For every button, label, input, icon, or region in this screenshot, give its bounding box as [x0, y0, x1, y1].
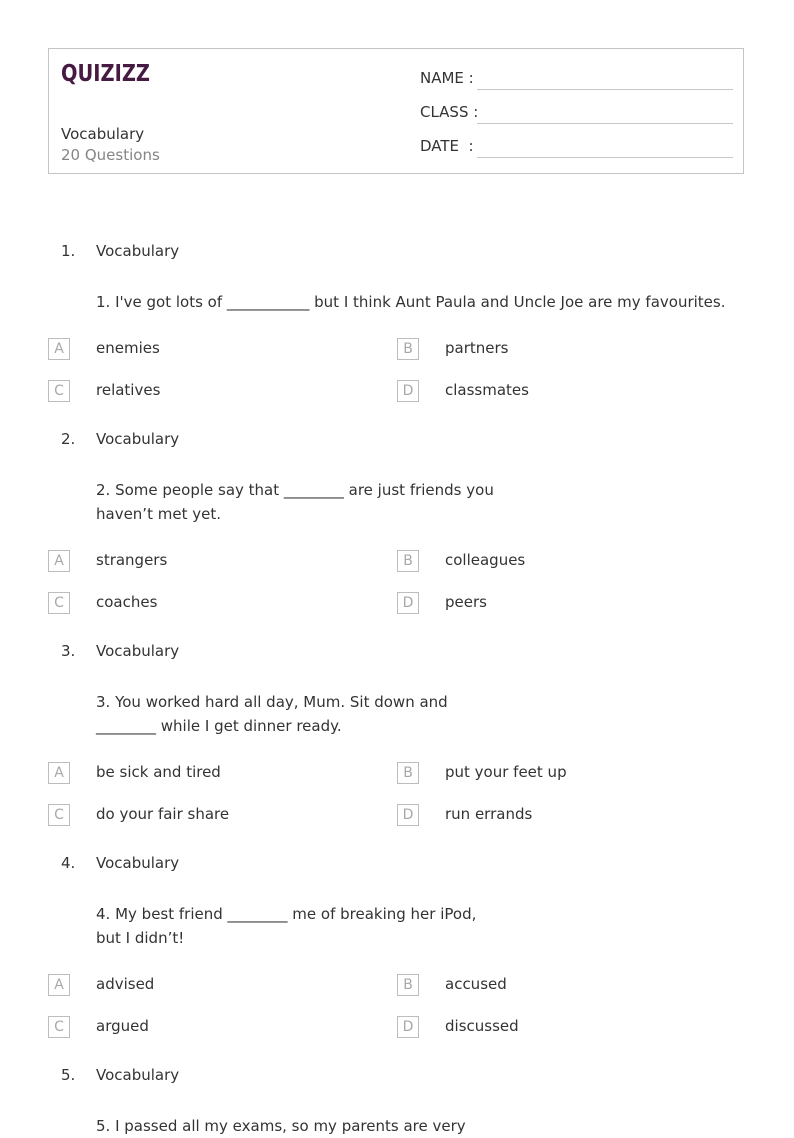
option-letter-box[interactable]: C — [48, 804, 70, 826]
question-text: 4. My best friend ________ me of breaking her iPod, but I didn’t! — [96, 905, 477, 947]
option-letter-box[interactable]: A — [48, 762, 70, 784]
option-text: advised — [96, 975, 155, 993]
name-line[interactable] — [477, 89, 733, 90]
option-text: strangers — [96, 551, 168, 569]
option-letter-box[interactable]: C — [48, 592, 70, 614]
question-number: 2. — [61, 430, 76, 448]
question-heading: Vocabulary — [96, 1066, 180, 1084]
quizizz-logo — [61, 58, 153, 88]
option-text: argued — [96, 1017, 149, 1035]
option-letter-box[interactable]: D — [397, 1016, 419, 1038]
option-letter-box[interactable]: C — [48, 1016, 70, 1038]
worksheet-header — [48, 48, 744, 174]
question-text: 5. I passed all my exams, so my parents are very — [96, 1117, 466, 1135]
date-field[interactable] — [420, 137, 733, 161]
option-letter-box[interactable]: A — [48, 974, 70, 996]
question-count: 20 Questions — [61, 146, 160, 164]
option-text: classmates — [445, 381, 529, 399]
option-text: enemies — [96, 339, 160, 357]
option-text: accused — [445, 975, 507, 993]
question-heading: Vocabulary — [96, 642, 180, 660]
option-text: discussed — [445, 1017, 519, 1035]
option-letter-box[interactable]: B — [397, 550, 419, 572]
date-line[interactable] — [477, 157, 733, 158]
question-text: 2. Some people say that ________ are just friends you haven’t met yet. — [96, 481, 494, 523]
class-line[interactable] — [477, 123, 733, 124]
question-number: 4. — [61, 854, 76, 872]
date-label: DATE : — [420, 137, 474, 155]
question-text: 1. I've got lots of ___________ but I think Aunt Paula and Uncle Joe are my favourites. — [96, 293, 726, 311]
option-letter-box[interactable]: C — [48, 380, 70, 402]
question-heading: Vocabulary — [96, 430, 180, 448]
question-text: 3. You worked hard all day, Mum. Sit down and ________ while I get dinner ready. — [96, 693, 448, 735]
option-text: be sick and tired — [96, 763, 221, 781]
option-letter-box[interactable]: D — [397, 380, 419, 402]
class-field[interactable] — [420, 103, 733, 127]
question-number: 5. — [61, 1066, 76, 1084]
option-text: peers — [445, 593, 487, 611]
option-text: do your fair share — [96, 805, 230, 823]
option-text: colleagues — [445, 551, 526, 569]
name-field[interactable] — [420, 69, 733, 93]
svg-text:QUIZIZZ: QUIZIZZ — [61, 61, 150, 87]
option-letter-box[interactable]: D — [397, 804, 419, 826]
option-letter-box[interactable]: A — [48, 550, 70, 572]
option-letter-box[interactable]: B — [397, 974, 419, 996]
worksheet-title: Vocabulary — [61, 125, 145, 143]
option-letter-box[interactable]: A — [48, 338, 70, 360]
option-letter-box[interactable]: D — [397, 592, 419, 614]
option-text: relatives — [96, 381, 161, 399]
question-number: 1. — [61, 242, 76, 260]
name-label: NAME : — [420, 69, 474, 87]
question-number: 3. — [61, 642, 76, 660]
class-label: CLASS : — [420, 103, 479, 121]
option-text: run errands — [445, 805, 533, 823]
question-heading: Vocabulary — [96, 854, 180, 872]
option-text: partners — [445, 339, 509, 357]
option-text: put your feet up — [445, 763, 567, 781]
option-letter-box[interactable]: B — [397, 338, 419, 360]
option-letter-box[interactable]: B — [397, 762, 419, 784]
option-text: coaches — [96, 593, 158, 611]
question-heading: Vocabulary — [96, 242, 180, 260]
